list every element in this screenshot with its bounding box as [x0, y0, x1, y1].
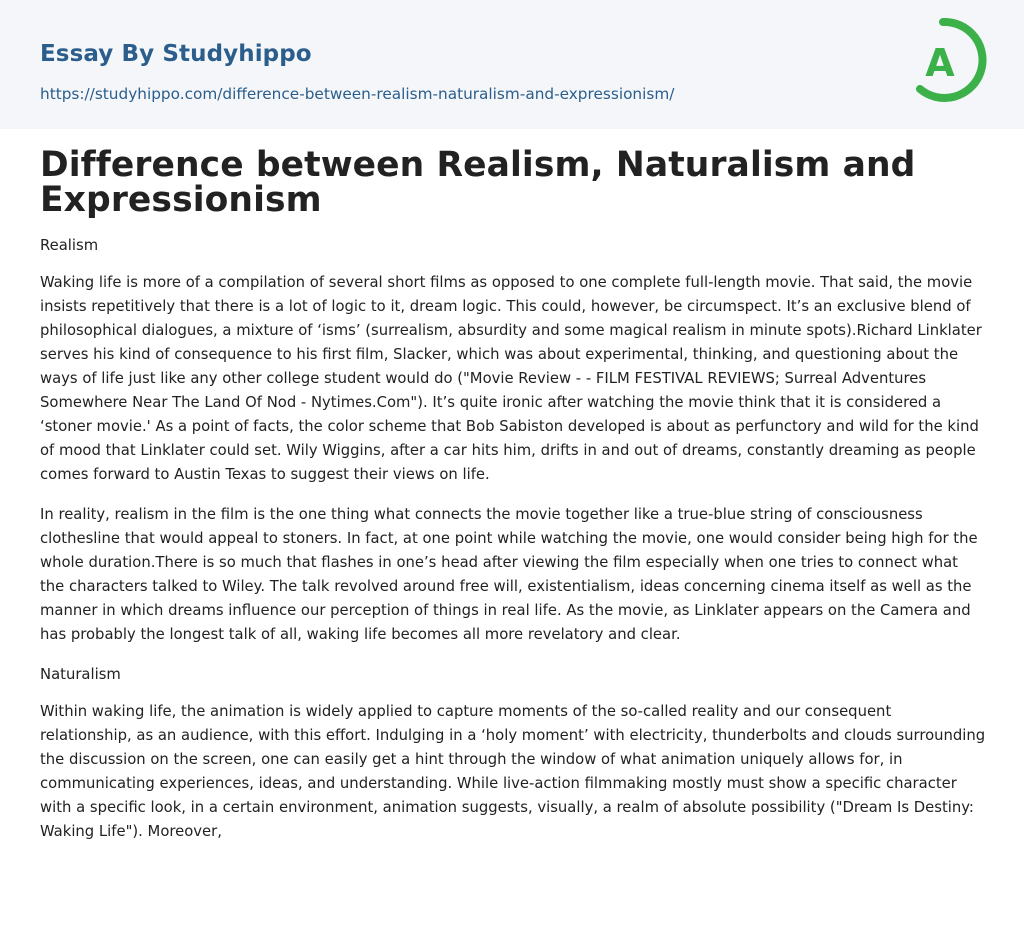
article: [40, 145, 986, 844]
paragraph-3: Within waking life, the animation is widely applied to capture moments of the so-called reality and our consequent relationship, as an audience, with this effort. Indulging in a ‘holy moment’ with electricity, thunderbolts and clouds surrounding the discussion on the screen, one can easily get a hint through the window of what animation uniquely allows for, in communicating experiences, ideas, and understanding. While live-action filmmaking mostly must show a specific character with a specific look, in a certain environment, animation suggests, visually, a realm of absolute possibility ("Dream Is Destiny: Waking Life"). Moreover,: [40, 703, 986, 840]
section-heading-realism: Realism: [40, 237, 99, 254]
essay-url-link[interactable]: https://studyhippo.com/difference-between-realism-naturalism-and-expressionism/: [40, 85, 675, 103]
site-header: [0, 0, 1024, 129]
article-title: Difference between Realism, Naturalism and Expressionism: [40, 145, 916, 220]
studyhippo-logo-icon[interactable]: [910, 18, 988, 106]
paragraph-1: Waking life is more of a compilation of several short films as opposed to one complete full-length movie. That said, the movie insists repetitively that there is a lot of logic to it, dream logic. This could, however, be circumspect. It’s an exclusive blend of philosophical dialogues, a mixture of ‘isms’ (surrealism, absurdity and some magical realism in minute spots).Richard Linklater serves his kind of consequence to his first film, Slacker, which was about experimental, thinking, and questioning about the ways of life just like any other college student would do ("Movie Review - - FILM FESTIVAL REVIEWS; Surreal Adventures Somewhere Near The Land Of Nod - Nytimes.Com"). It’s quite ironic after watching the movie think that it is considered a ‘stoner movie.' As a point of facts, the color scheme that Bob Sabiston developed is about as perfunctory and wild for the kind of mood that Linklater could set. Wily Wiggins, after a car hits him, drifts in and out of dreams, constantly dreaming as people comes forward to Austin Texas to suggest their views on life.: [40, 274, 982, 483]
logo-letter: A: [925, 41, 955, 85]
section-heading-naturalism: Naturalism: [40, 666, 121, 683]
paragraph-2: In reality, realism in the film is the one thing what connects the movie together like a true-blue string of consciousness clothesline that would appeal to stoners. In fact, at one point while watching the movie, one would consider being high for the whole duration.There is so much that flashes in one’s head after viewing the film especially when one tries to connect what the characters talked to Wiley. The talk revolved around free will, existentialism, ideas concerning cinema itself as well as the manner in which dreams influence our perception of things in real life. As the movie, as Linklater appears on the Camera and has probably the longest talk of all, waking life becomes all more revelatory and clear.: [40, 506, 978, 643]
site-brand[interactable]: Essay By Studyhippo: [40, 41, 312, 67]
